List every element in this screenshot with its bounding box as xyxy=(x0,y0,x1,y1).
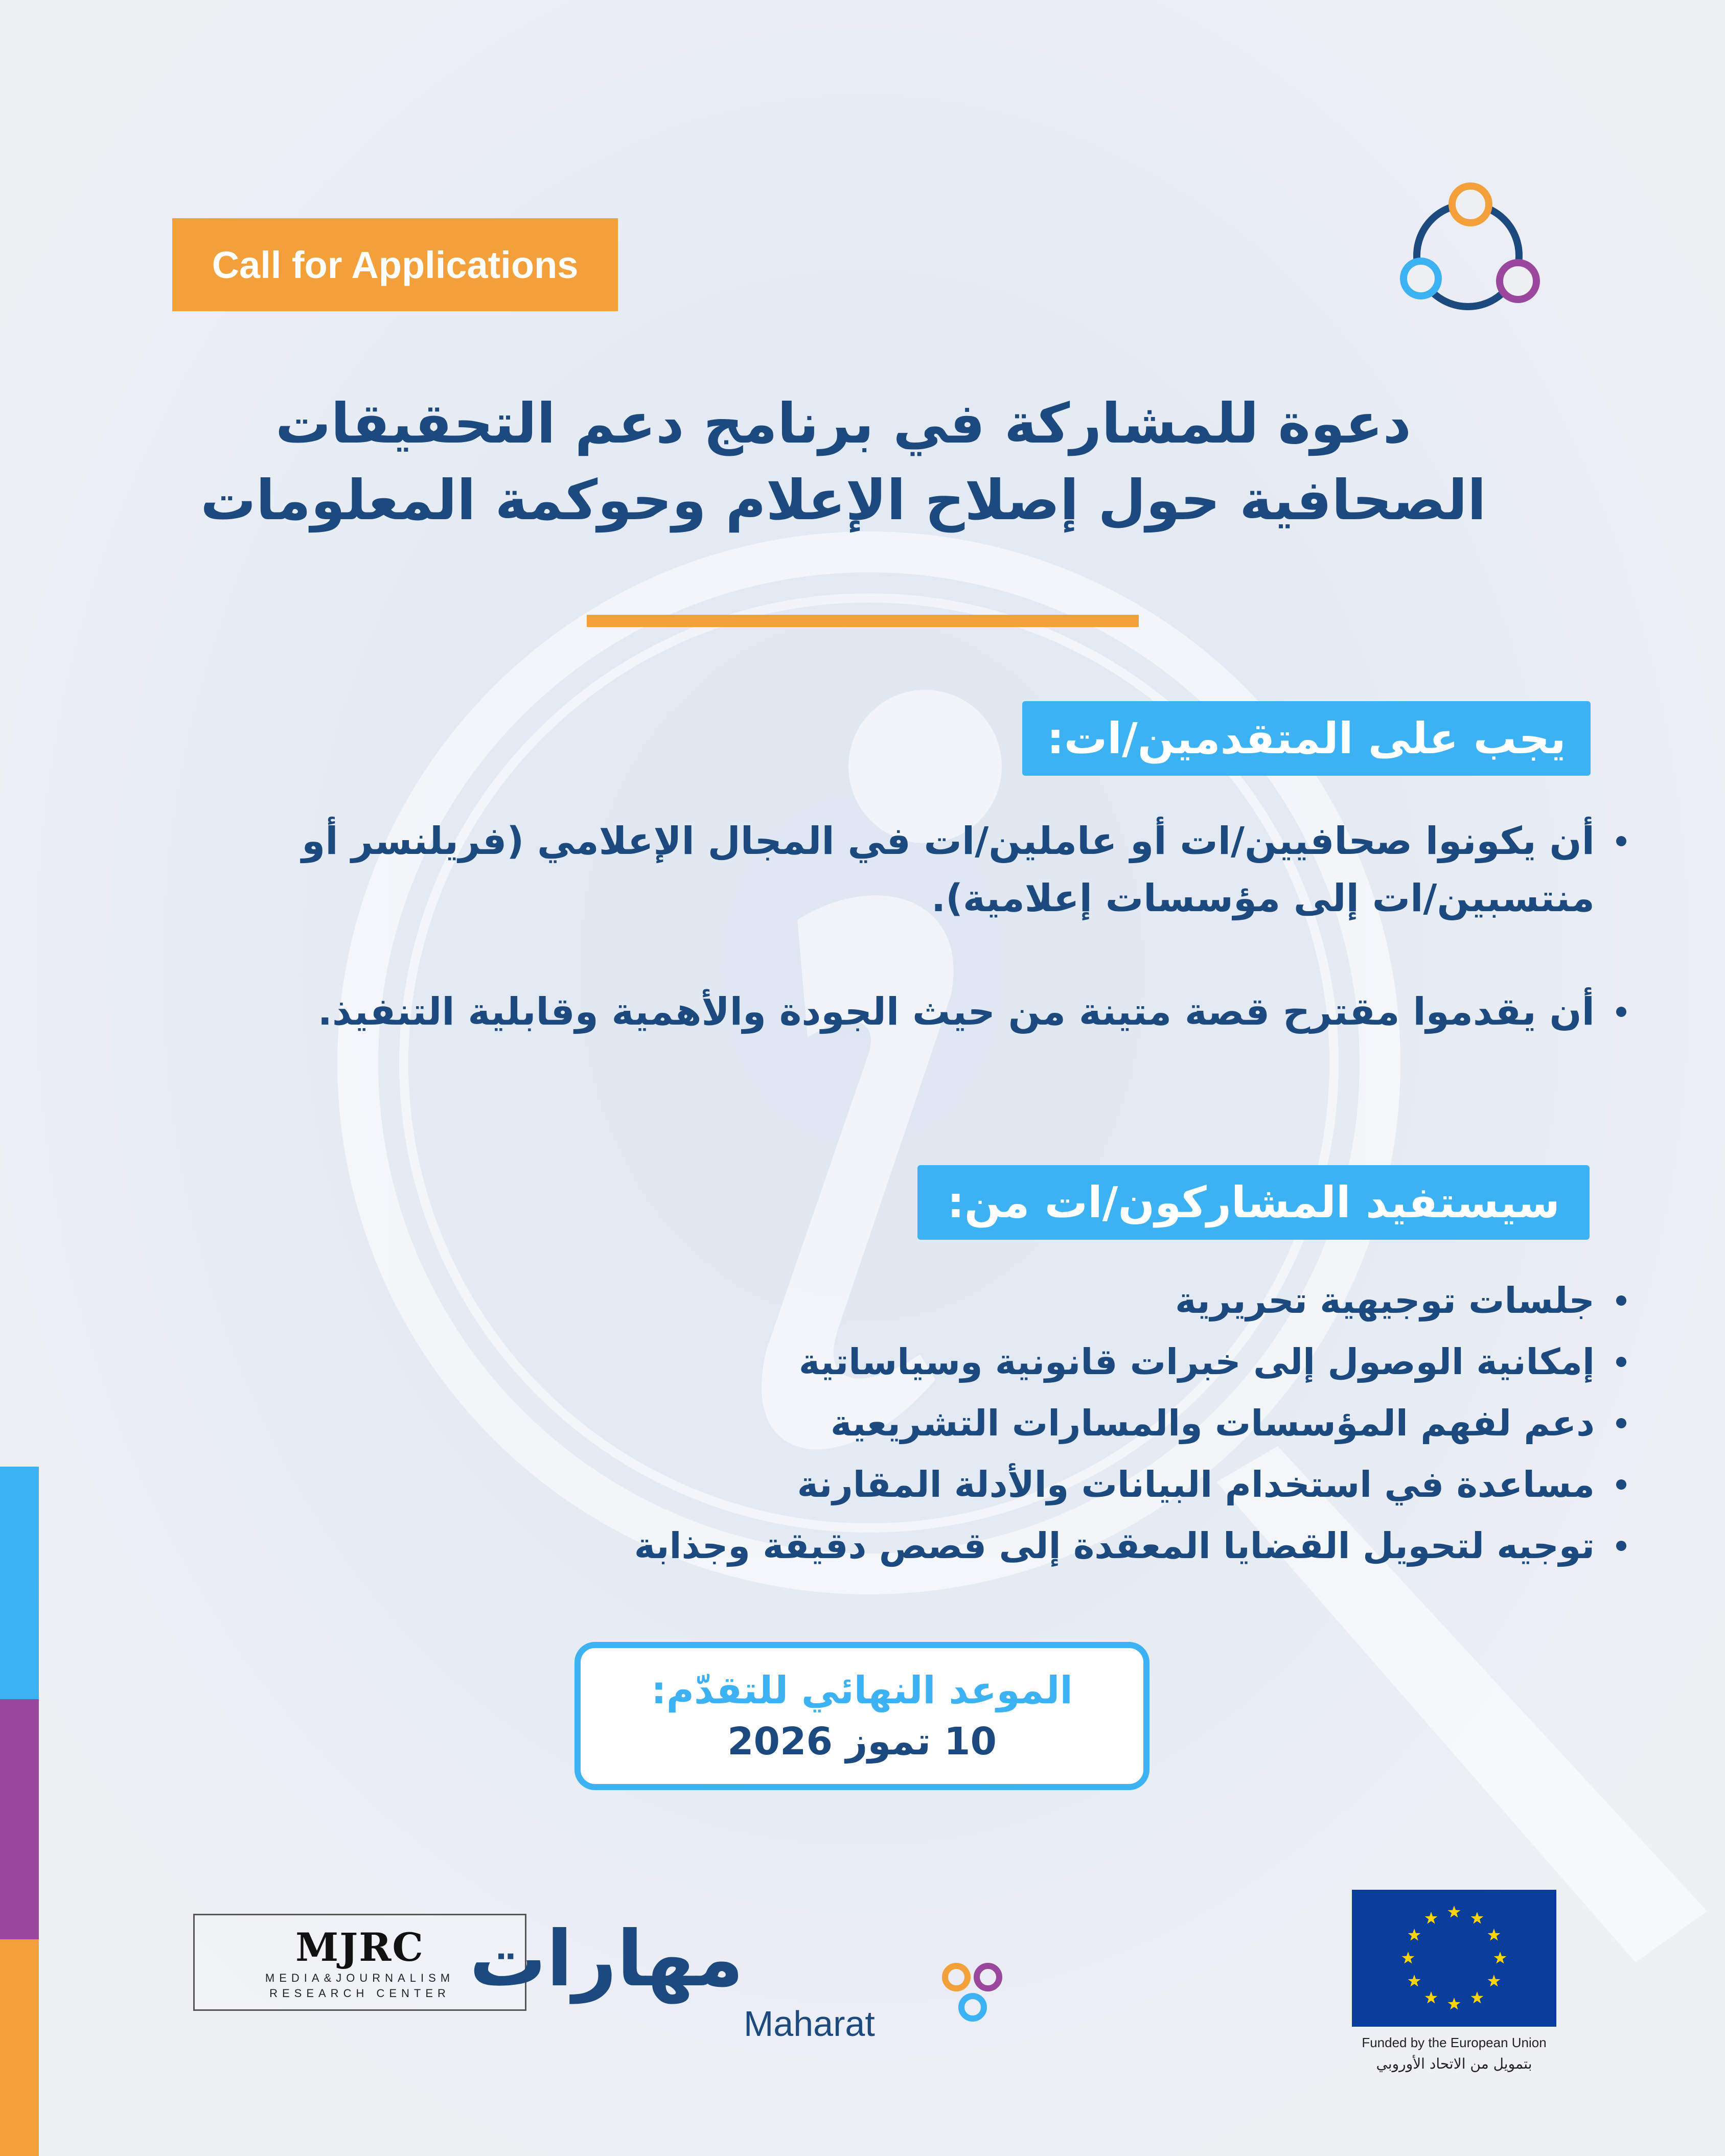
title-line-1: دعوة للمشاركة في برنامج دعم التحقيقات xyxy=(275,392,1412,456)
list-item: توجيه لتحويل القضايا المعقدة إلى قصص دقيقة وجذابة xyxy=(358,1515,1595,1577)
eu-caption-en: Funded by the European Union xyxy=(1362,2035,1547,2050)
call-for-applications-badge: Call for Applications xyxy=(172,218,618,311)
benefits-heading: سيستفيد المشاركون/ات من: xyxy=(917,1165,1590,1240)
eu-flag-icon xyxy=(1352,1890,1556,2027)
requirements-list xyxy=(220,813,1636,1040)
list-item: دعم لفهم المؤسسات والمسارات التشريعية xyxy=(358,1393,1595,1454)
maharat-arabic-wordmark: مهارات xyxy=(469,1915,744,2004)
deadline-date: 10 تموز 2026 xyxy=(727,1720,997,1764)
title-divider xyxy=(587,615,1139,627)
maharat-latin-wordmark: Maharat xyxy=(744,2004,875,2044)
deadline-label: الموعد النهائي للتقدّم: xyxy=(651,1668,1073,1712)
mjrc-mark: MJRC xyxy=(295,1925,424,1970)
maharat-circles-icon xyxy=(469,1914,1030,2067)
mjrc-subtitle-2: RESEARCH CENTER xyxy=(269,1987,450,2000)
list-item: أن يكونوا صحافيين/ات أو عاملين/ات في المجال الإعلامي (فريلنسر أو منتسبين/ات إلى مؤسسات إعلامية). xyxy=(220,813,1595,927)
list-item: مساعدة في استخدام البيانات والأدلة المقارنة xyxy=(358,1454,1595,1515)
mjrc-subtitle-1: MEDIA&JOURNALISM xyxy=(265,1972,455,1984)
page-title xyxy=(102,386,1584,539)
requirements-heading: يجب على المتقدمين/ات: xyxy=(1022,701,1591,776)
accent-stripe-purple xyxy=(0,1699,39,1939)
deadline-box xyxy=(574,1642,1149,1790)
list-item: إمكانية الوصول إلى خبرات قانونية وسياساتية xyxy=(358,1331,1595,1393)
list-item: أن يقدموا مقترح قصة متينة من حيث الجودة والأهمية وقابلية التنفيذ. xyxy=(220,983,1595,1040)
network-logo-icon xyxy=(1391,174,1555,327)
list-item: جلسات توجيهية تحريرية xyxy=(358,1270,1595,1331)
title-line-2: الصحافية حول إصلاح الإعلام وحوكمة المعلومات xyxy=(200,469,1486,532)
benefits-list xyxy=(358,1270,1636,1577)
accent-stripe-orange xyxy=(0,1939,39,2156)
accent-stripe-blue xyxy=(0,1467,39,1699)
eu-caption-ar: بتمويل من الاتحاد الأوروبي xyxy=(1376,2055,1532,2072)
